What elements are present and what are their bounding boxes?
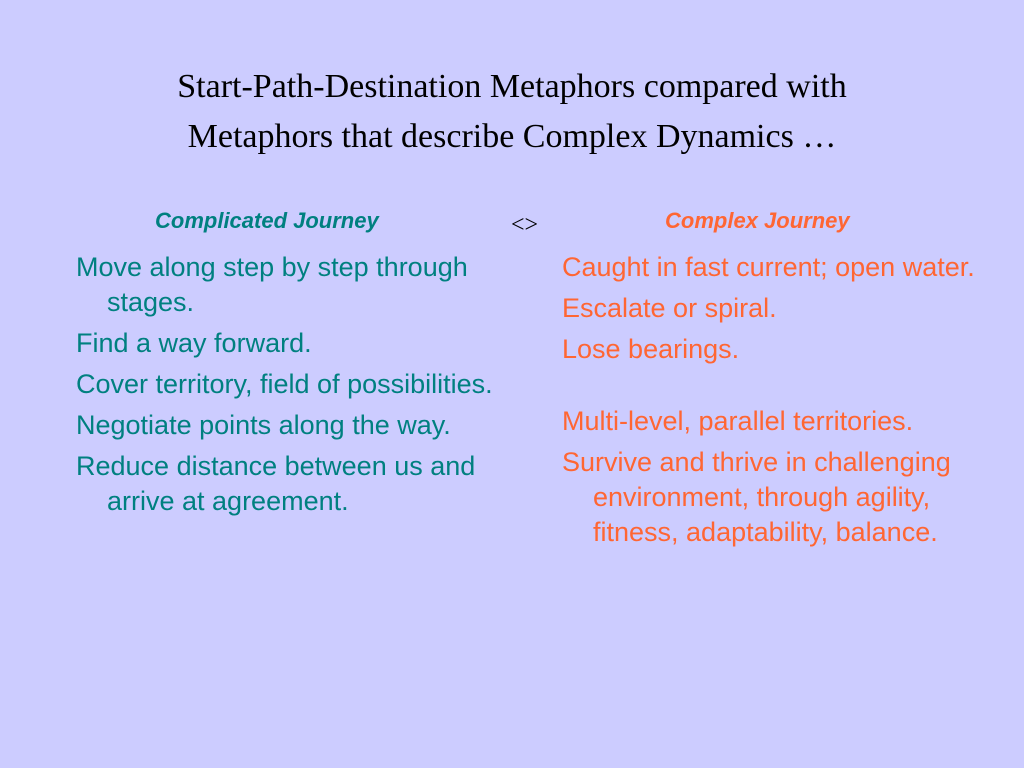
list-item: Find a way forward. <box>76 328 312 358</box>
title-line-1: Start-Path-Destination Metaphors compared with <box>177 68 847 105</box>
list-item: Caught in fast current; open water. <box>562 252 975 282</box>
list-item: Lose bearings. <box>562 334 740 364</box>
list-item: Escalate or spiral. <box>562 293 777 323</box>
list-item: Cover territory, field of possibilities. <box>76 369 493 399</box>
list-item: Reduce distance between us and arrive at agreement. <box>76 451 476 516</box>
complex-journey-list <box>562 250 992 556</box>
left-column-heading: Complicated Journey <box>155 208 379 233</box>
right-column-heading: Complex Journey <box>665 208 850 233</box>
list-item: Survive and thrive in challenging environment, through agility, fitness, adaptability, balance. <box>562 447 951 547</box>
title-line-2: Metaphors that describe Complex Dynamics … <box>187 118 837 155</box>
list-item: Move along step by step through stages. <box>76 252 468 317</box>
list-item: Negotiate points along the way. <box>76 410 451 440</box>
slide-title <box>0 62 1024 162</box>
list-item: Multi-level, parallel territories. <box>562 406 914 436</box>
complicated-journey-list <box>76 250 496 525</box>
comparison-separator: <> <box>511 212 539 238</box>
